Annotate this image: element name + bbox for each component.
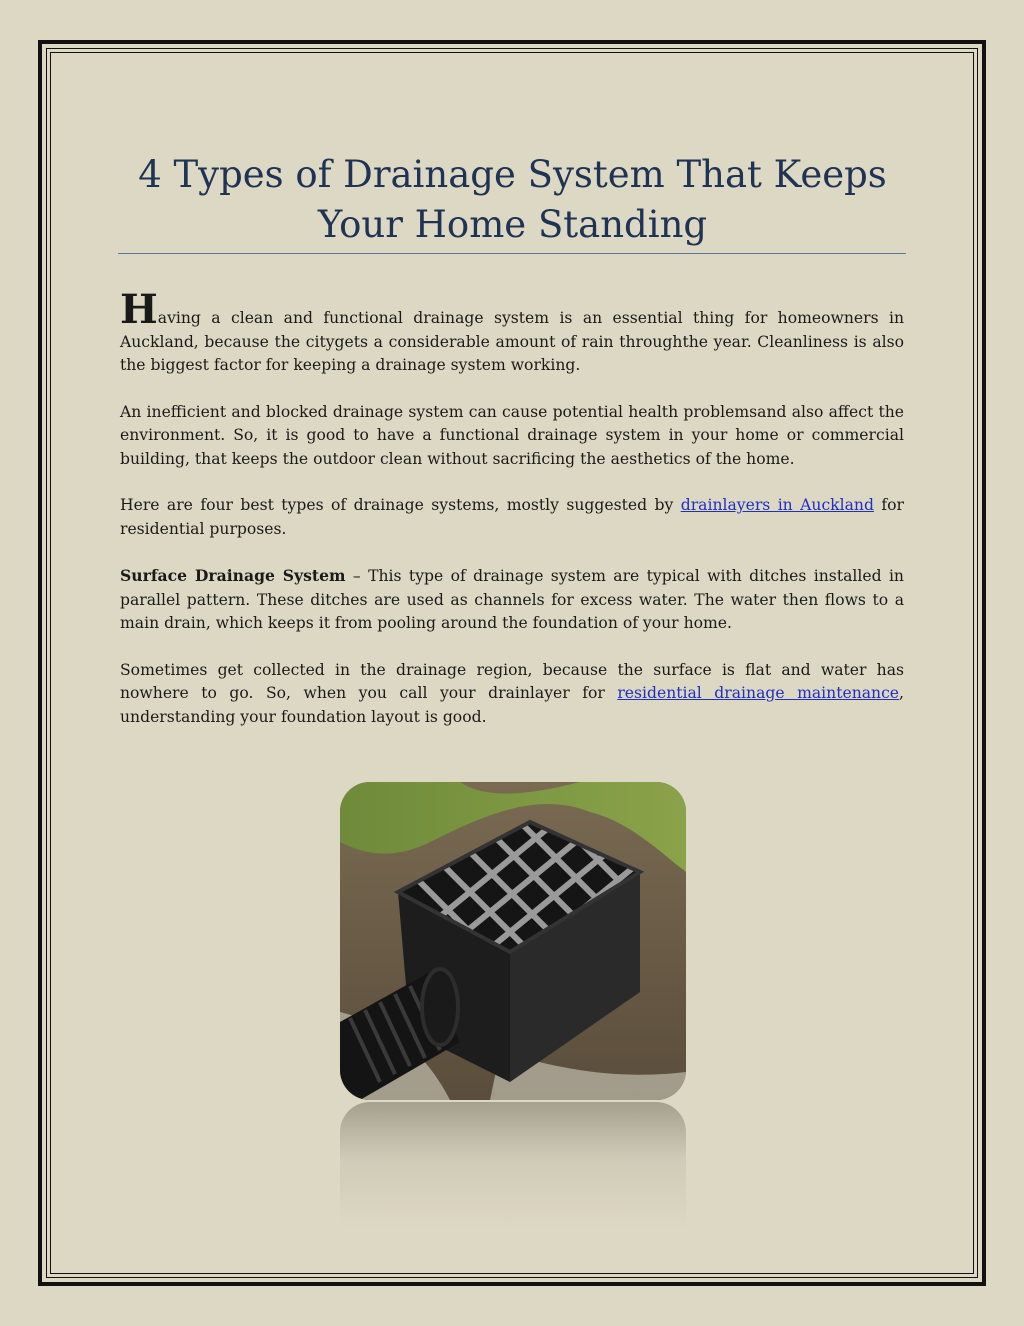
paragraph-four-types bbox=[120, 494, 904, 541]
paragraph-collected-text-b: , understanding your foundation layout is good. bbox=[120, 684, 905, 726]
paragraph-four-types-text-b: for residential purposes. bbox=[120, 496, 904, 538]
title-underline bbox=[118, 253, 906, 254]
drop-cap: H bbox=[120, 286, 158, 333]
drain-grate-illustration bbox=[340, 782, 686, 1100]
drain-grate-photo bbox=[340, 782, 686, 1100]
surface-drainage-text: – This type of drainage system are typical with ditches installed in parallel pattern. These ditches are used as channels for excess water. The water then flows to a main drain, which keeps it from pooling around the foundation of your home. bbox=[120, 567, 904, 632]
page-title: 4 Types of Drainage System That Keeps Your Home Standing bbox=[138, 153, 887, 246]
paragraph-surface-drainage bbox=[120, 564, 904, 636]
surface-drainage-heading: Surface Drainage System bbox=[120, 566, 346, 585]
paragraph-intro bbox=[120, 286, 904, 378]
link-drainlayers-auckland[interactable]: drainlayers in Auckland bbox=[680, 496, 874, 514]
paragraph-intro-text: aving a clean and functional drainage system is an essential thing for homeowners in Auckland, because the citygets a considerable amount of rain throughthe year. Cleanliness is also the biggest factor for keeping a drainage system working. bbox=[120, 309, 904, 374]
document-body bbox=[120, 286, 905, 752]
paragraph-four-types-text-a: Here are four best types of drainage systems, mostly suggested by bbox=[120, 496, 681, 514]
paragraph-inefficient: An inefficient and blocked drainage system can cause potential health problemsand also affect the environment. So, it is good to have a functional drainage system in your home or commercial building, that keeps the outdoor clean without sacrificing the aesthetics of the home. bbox=[120, 402, 904, 468]
paragraph-collected-text-a: Sometimes get collected in the drainage region, because the surface is flat and water has nowhere to go. So, when you call your drainlayer for bbox=[120, 660, 904, 702]
photo-reflection bbox=[340, 1102, 686, 1232]
paragraph-collected bbox=[120, 659, 904, 730]
link-residential-drainage-maintenance[interactable]: residential drainage maintenance bbox=[617, 684, 900, 702]
